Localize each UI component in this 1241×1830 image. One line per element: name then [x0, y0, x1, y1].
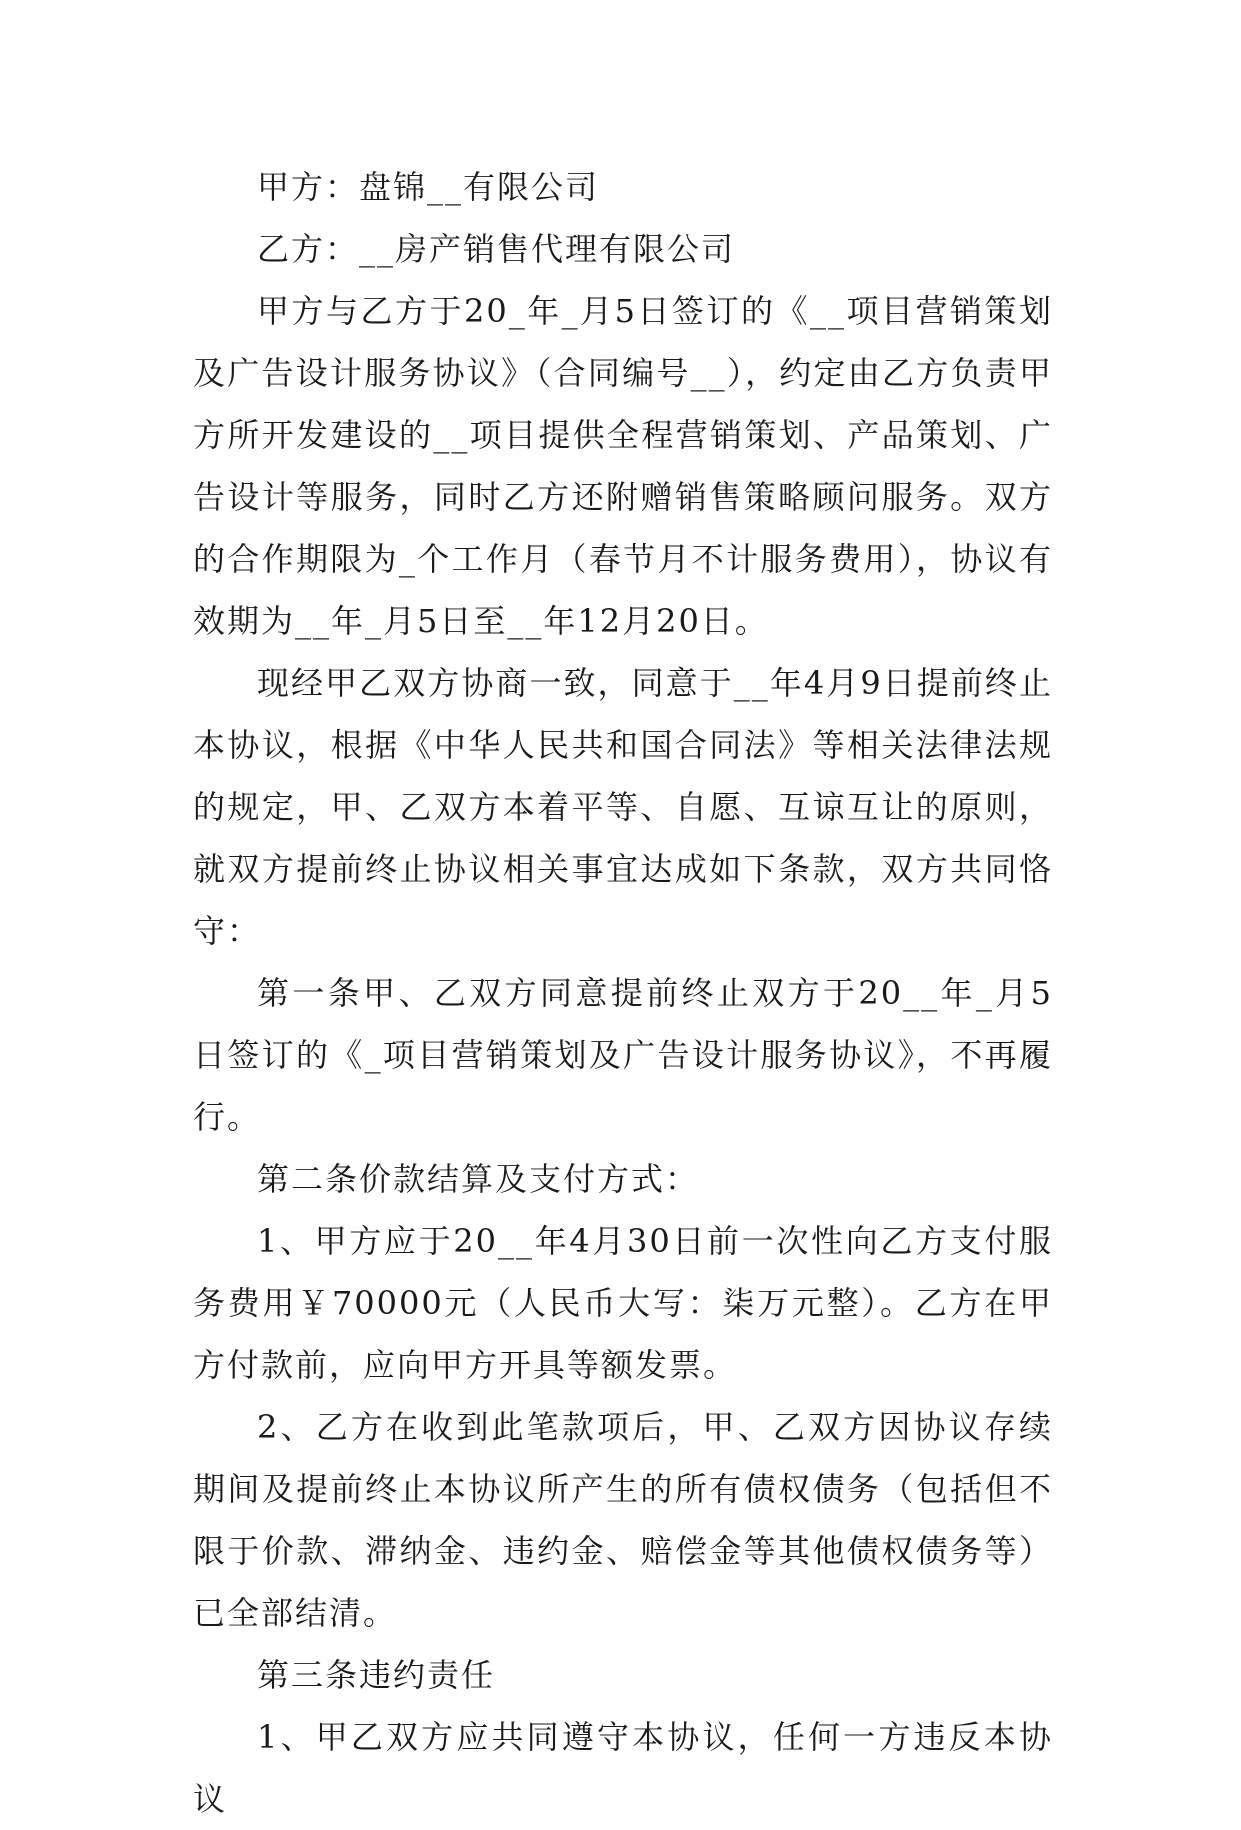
- article-three-heading: 第三条违约责任: [257, 1656, 496, 1694]
- background-paragraph: 甲方与乙方于20_年_月5日签订的《__项目营销策划及广告设计服务协议》（合同编号__），约定由乙方负责甲方所开发建设的__项目提供全程营销策划、产品策划、广告设计等服务，同时乙方还附赠销售策略顾问服务。双方的合作期限为_个工作月（春节月不计服务费用），协议有效期为__年_月5日至__年12月20日。: [193, 292, 1053, 640]
- document-body: [193, 156, 1053, 1830]
- article-one: 第一条甲、乙双方同意提前终止双方于20__年_月5日签订的《_项目营销策划及广告设计服务协议》，不再履行。: [193, 974, 1053, 1136]
- party-b-line: 乙方：__房产销售代理有限公司: [257, 230, 736, 268]
- article-two-clause-1: 1、甲方应于20__年4月30日前一次性向乙方支付服务费用￥70000元（人民币大写：柒万元整）。乙方在甲方付款前，应向甲方开具等额发票。: [193, 1222, 1053, 1384]
- termination-agreement-paragraph: 现经甲乙双方协商一致，同意于__年4月9日提前终止本协议，根据《中华人民共和国合同法》等相关法律法规的规定，甲、乙双方本着平等、自愿、互谅互让的原则，就双方提前终止协议相关事宜达成如下条款，双方共同恪守：: [193, 664, 1053, 950]
- article-two-clause-2: 2、乙方在收到此笔款项后，甲、乙双方因协议存续期间及提前终止本协议所产生的所有债权债务（包括但不限于价款、滞纳金、违约金、赔偿金等其他债权债务等）已全部结清。: [193, 1408, 1053, 1632]
- article-two-heading: 第二条价款结算及支付方式：: [257, 1160, 700, 1198]
- article-three-clause-1: 1、甲乙双方应共同遵守本协议，任何一方违反本协议: [193, 1718, 1053, 1818]
- party-a-line: 甲方：盘锦__有限公司: [257, 168, 600, 206]
